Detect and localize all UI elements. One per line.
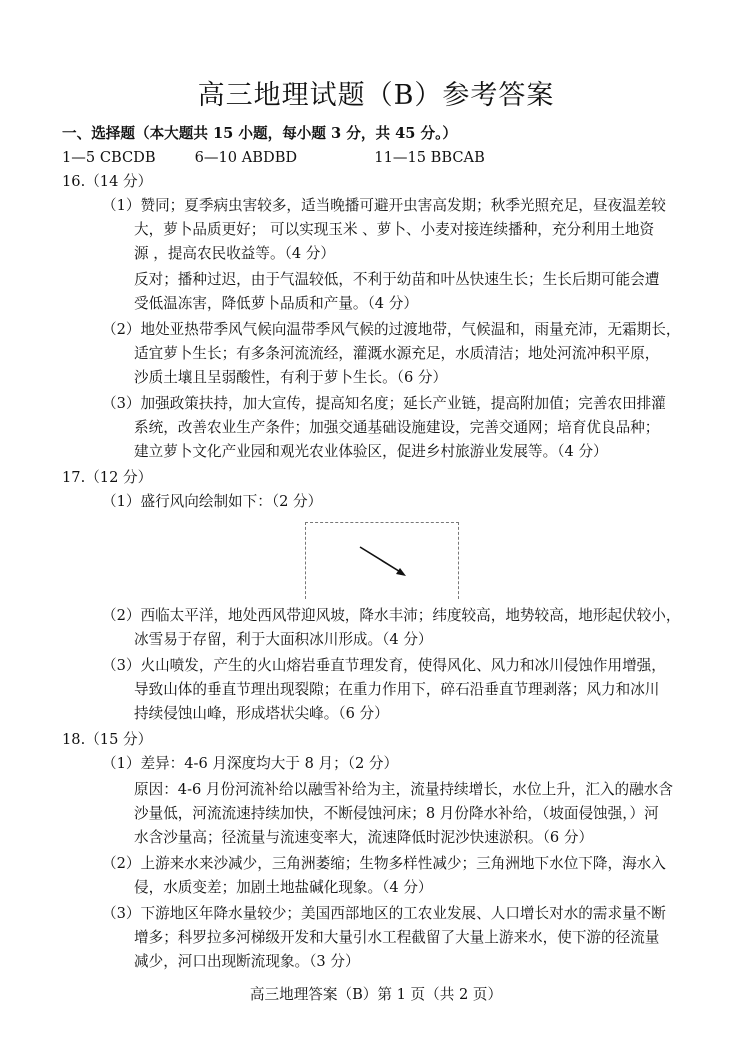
answer-group <box>62 148 190 168</box>
answer-line: 源 ，提高农民收益等。（4 分） <box>134 245 335 262</box>
answer-line: （3）下游地区年降水量较少；美国西部地区的工农业发展、人口增长对水的需求量不断 <box>102 905 666 922</box>
answer-range: 1—5 <box>62 149 96 166</box>
wind-direction-diagram <box>305 522 459 599</box>
answer-letters: CBCDB <box>99 149 156 166</box>
answer-letters: ABDBD <box>241 149 298 166</box>
answer-line: （1）赞同；夏季病虫害较多，适当晚播可避开虫害高发期；秋季光照充足，昼夜温差较 <box>102 197 666 214</box>
answer-line: （3）加强政策扶持，加大宣传，提高知名度；延长产业链，提高附加值；完善农田排灌 <box>102 395 666 412</box>
answer-group <box>195 148 370 168</box>
question-header: 17.（12 分） <box>62 469 153 486</box>
answer-line: 增多；科罗拉多河梯级开发和大量引水工程截留了大量上游来水，使下游的径流量 <box>134 929 660 946</box>
multiple-choice-answers <box>62 148 485 168</box>
answer-line: 导致山体的垂直节理出现裂隙；在重力作用下，碎石沿垂直节理剥落；风力和冰川 <box>134 681 660 698</box>
answer-line: 持续侵蚀山峰，形成塔状尖峰。（6 分） <box>134 705 389 722</box>
answer-line: 系统，改善农业生产条件；加强交通基础设施建设，完善交通网；培育优良品种； <box>134 419 660 436</box>
answer-line: 沙质土壤且呈弱酸性，有利于萝卜生长。（6 分） <box>134 369 448 386</box>
answer-line: 建立萝卜文化产业园和观光农业体验区，促进乡村旅游业发展等。（4 分） <box>134 443 608 460</box>
page-title: 高三地理试题（B）参考答案 <box>197 80 555 111</box>
answer-group <box>374 148 485 168</box>
answer-line: （2）地处亚热带季风气候向温带季风气候的过渡地带，气候温和，雨量充沛，无霜期长， <box>102 321 681 338</box>
answer-line: 减少，河口出现断流现象。（3 分） <box>134 953 360 970</box>
answer-line: 水含沙量高；径流量与流速变率大，流速降低时泥沙快速淤积。（6 分） <box>134 829 594 846</box>
answer-line: （1）差异：4-6 月深度均大于 8 月；（2 分） <box>102 755 399 772</box>
question-header: 18.（15 分） <box>62 731 153 748</box>
answer-line: 侵，水质变差；加剧土地盐碱化现象。（4 分） <box>134 879 433 896</box>
answer-line: （2）上游来水来沙减少，三角洲萎缩；生物多样性减少；三角洲地下水位下降，海水入 <box>102 855 666 872</box>
answer-range: 11—15 <box>374 149 427 166</box>
section-heading-multiple-choice: 一、选择题（本大题共 15 小题，每小题 3 分，共 45 分。） <box>62 125 458 142</box>
answer-line: 受低温冻害，降低萝卜品质和产量。（4 分） <box>134 295 418 312</box>
answer-range: 6—10 <box>194 149 238 166</box>
answer-line: 冰雪易于存留，利于大面积冰川形成。（4 分） <box>134 631 433 648</box>
answer-line: 沙量低，河流流速持续加快，不断侵蚀河床；8 月份降水补给，（坡面侵蚀强，）河 <box>134 805 659 822</box>
wind-arrow-icon <box>306 523 458 599</box>
answer-line: 反对；播种过迟，由于气温较低，不利于幼苗和叶丛快速生长；生长后期可能会遭 <box>134 271 660 288</box>
answer-line: （1）盛行风向绘制如下：（2 分） <box>102 493 323 510</box>
answer-letters: BBCAB <box>430 149 485 166</box>
answer-line: （2）西临太平洋，地处西风带迎风坡，降水丰沛；纬度较高，地势较高，地形起伏较小， <box>102 607 681 624</box>
answer-line: （3）火山喷发，产生的火山熔岩垂直节理发育，使得风化、风力和冰川侵蚀作用增强， <box>102 657 666 674</box>
page-footer: 高三地理答案（B）第 1 页（共 2 页） <box>249 986 503 1003</box>
answer-line: 大，萝卜品质更好； 可以实现玉米 、萝卜、小麦对接连续播种，充分利用土地资 <box>134 221 655 238</box>
answer-line: 适宜萝卜生长；有多条河流流经，灌溉水源充足，水质清洁；地处河流冲积平原， <box>134 345 660 362</box>
question-header: 16.（14 分） <box>62 173 153 190</box>
answer-line: 原因：4-6 月份河流补给以融雪补给为主，流量持续增长，水位上升，汇入的融水含 <box>134 781 673 798</box>
